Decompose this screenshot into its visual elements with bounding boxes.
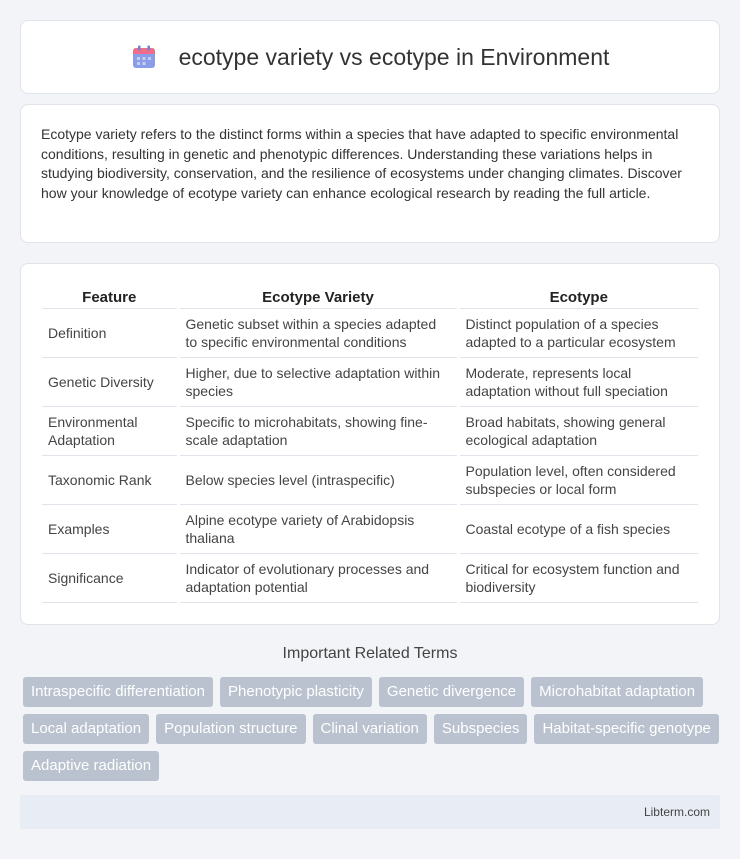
intro-text: Ecotype variety refers to the distinct forms within a species that have adapted to specific environmental conditions, resulting in genetic and phenotypic differences. Understanding these variations helps in studying biodiversity, conservation, and the resilience of ecosystems under changing climates. Discover how your knowledge of ecotype variety can enhance ecological research by reading the full article.	[41, 126, 682, 201]
row-ecotype-variety: Specific to microhabitats, showing fine-scale adaptation	[178, 406, 458, 455]
related-term-tag[interactable]: Genetic divergence	[379, 677, 524, 707]
related-term-tag[interactable]: Microhabitat adaptation	[531, 677, 703, 707]
row-ecotype-variety: Below species level (intraspecific)	[178, 455, 458, 504]
row-feature: Genetic Diversity	[42, 357, 178, 406]
table-row	[42, 357, 698, 406]
row-ecotype: Broad habitats, showing general ecological adaptation	[458, 406, 698, 455]
header-card	[20, 20, 720, 94]
footer-site-link[interactable]: Libterm.com	[643, 805, 710, 819]
table-row	[42, 504, 698, 553]
row-ecotype-variety: Indicator of evolutionary processes and adaptation potential	[178, 553, 458, 602]
row-feature: Examples	[42, 504, 178, 553]
related-term-tag[interactable]: Habitat-specific genotype	[534, 714, 718, 744]
related-terms-title: Important Related Terms	[282, 645, 458, 662]
comparison-table	[42, 284, 698, 603]
related-term-tag[interactable]: Phenotypic plasticity	[220, 677, 372, 707]
row-feature: Environmental Adaptation	[42, 406, 178, 455]
table-row	[42, 406, 698, 455]
page-title: ecotype variety vs ecotype in Environment	[178, 43, 610, 70]
row-ecotype: Distinct population of a species adapted to a particular ecosystem	[458, 308, 698, 357]
table-row	[42, 455, 698, 504]
header-feature: Feature	[42, 284, 178, 308]
related-term-tag[interactable]: Local adaptation	[23, 714, 149, 744]
related-term-tag[interactable]: Adaptive radiation	[23, 751, 159, 781]
calendar-icon	[131, 44, 157, 70]
table-header-row	[42, 284, 698, 308]
row-ecotype: Population level, often considered subspecies or local form	[458, 455, 698, 504]
header-ecotype-variety: Ecotype Variety	[178, 284, 458, 308]
row-ecotype-variety: Alpine ecotype variety of Arabidopsis thaliana	[178, 504, 458, 553]
related-term-tag[interactable]: Intraspecific differentiation	[23, 677, 213, 707]
row-feature: Significance	[42, 553, 178, 602]
row-ecotype-variety: Genetic subset within a species adapted to specific environmental conditions	[178, 308, 458, 357]
related-term-tag[interactable]: Subspecies	[434, 714, 528, 744]
row-ecotype: Moderate, represents local adaptation without full speciation	[458, 357, 698, 406]
row-ecotype: Critical for ecosystem function and biodiversity	[458, 553, 698, 602]
table-row	[42, 553, 698, 602]
table-row	[42, 308, 698, 357]
row-ecotype: Coastal ecotype of a fish species	[458, 504, 698, 553]
header	[131, 44, 610, 71]
footer	[20, 795, 720, 829]
header-ecotype: Ecotype	[458, 284, 698, 308]
related-term-tag[interactable]: Population structure	[156, 714, 305, 744]
row-feature: Definition	[42, 308, 178, 357]
intro-card	[20, 104, 720, 243]
row-feature: Taxonomic Rank	[42, 455, 178, 504]
related-term-tag[interactable]: Clinal variation	[313, 714, 427, 744]
row-ecotype-variety: Higher, due to selective adaptation within species	[178, 357, 458, 406]
comparison-table-card	[20, 263, 720, 625]
related-terms-list	[23, 677, 723, 781]
